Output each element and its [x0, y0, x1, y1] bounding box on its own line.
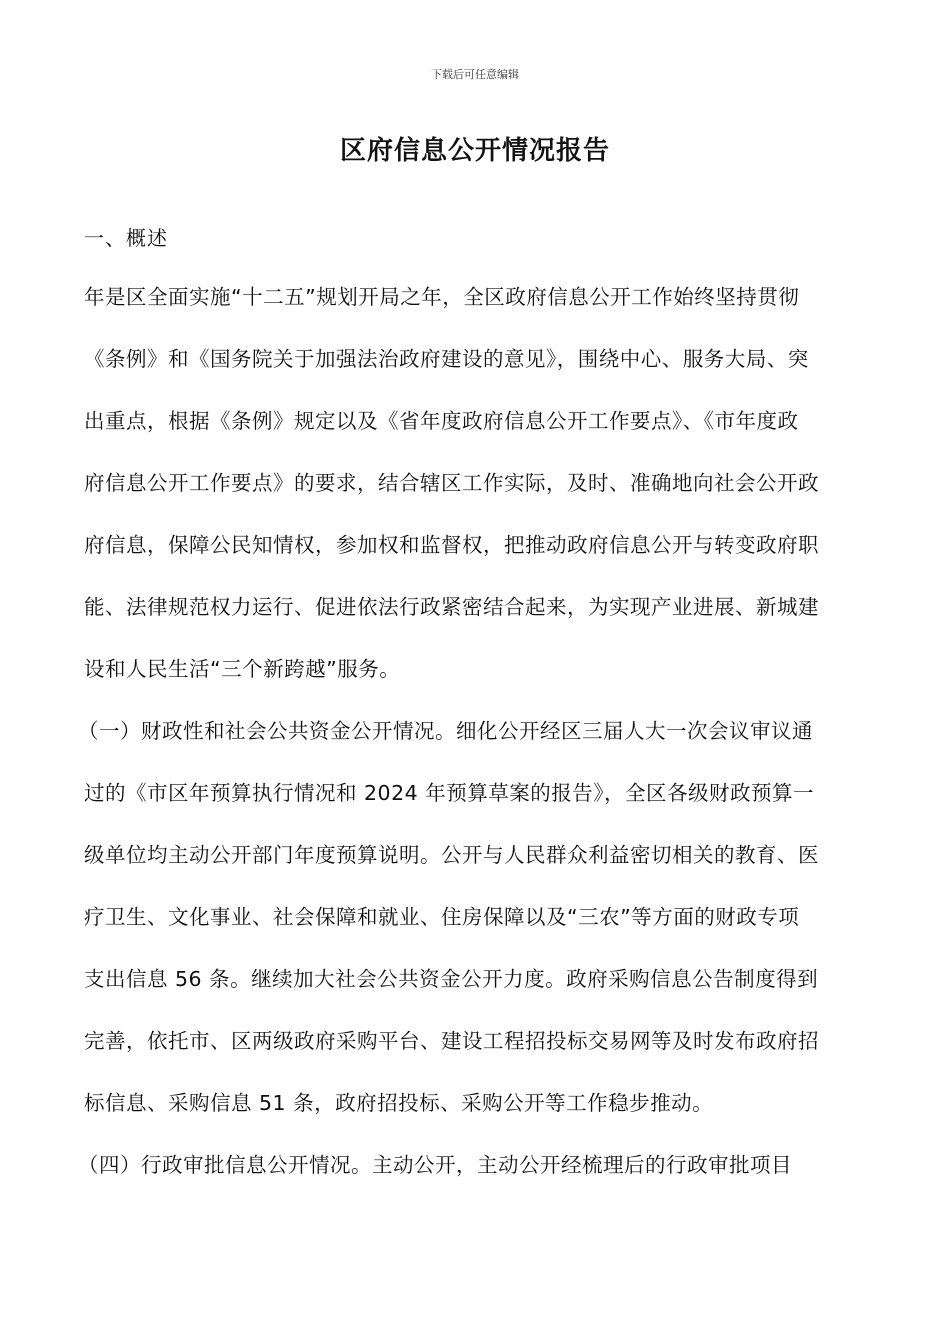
document-title: 区府信息公开情况报告: [339, 136, 610, 166]
paragraph-start-line: （一）财政性和社会公共资金公开情况。细化公开经区三届人大一次会议审议通: [78, 719, 813, 743]
text-line: 《条例》和《国务院关于加强法治政府建设的意见》，围绕中心、服务大局、突: [84, 347, 809, 371]
text-line: 过的《市区年预算执行情况和 2024 年预算草案的报告》，全区各级财政预算一: [84, 781, 814, 805]
text-line: 完善，依托市、区两级政府采购平台、建设工程招投标交易网等及时发布政府招: [84, 1029, 819, 1053]
text-line: 府信息，保障公民知情权，参加权和监督权，把推动政府信息公开与转变政府职: [84, 533, 819, 557]
text-line: 级单位均主动公开部门年度预算说明。公开与人民群众利益密切相关的教育、医: [84, 843, 819, 867]
text-line: 设和人民生活“三个新跨越”服务。: [84, 657, 401, 681]
body-text: [78, 282, 868, 1212]
text-line: 支出信息 56 条。继续加大社会公共资金公开力度。政府采购信息公告制度得到: [84, 967, 819, 991]
section-heading: 一、概述: [84, 226, 168, 250]
text-line: 府信息公开工作要点》的要求，结合辖区工作实际，及时、准确地向社会公开政: [84, 471, 819, 495]
text-line: 标信息、采购信息 51 条，政府招投标、采购公开等工作稳步推动。: [84, 1091, 714, 1115]
text-line: 疗卫生、文化事业、社会保障和就业、住房保障以及“三农”等方面的财政专项: [84, 905, 800, 929]
text-line: 能、法律规范权力运行、促进依法行政紧密结合起来，为实现产业进展、新城建: [84, 595, 819, 619]
header-note: 下载后可任意编辑: [431, 68, 519, 81]
text-line: 年是区全面实施“十二五”规划开局之年，全区政府信息公开工作始终坚持贯彻: [84, 285, 800, 309]
text-line: 出重点，根据《条例》规定以及《省年度政府信息公开工作要点》、《市年度政: [84, 409, 799, 433]
paragraph-start-line: （四）行政审批信息公开情况。主动公开，主动公开经梳理后的行政审批项目: [78, 1153, 792, 1177]
